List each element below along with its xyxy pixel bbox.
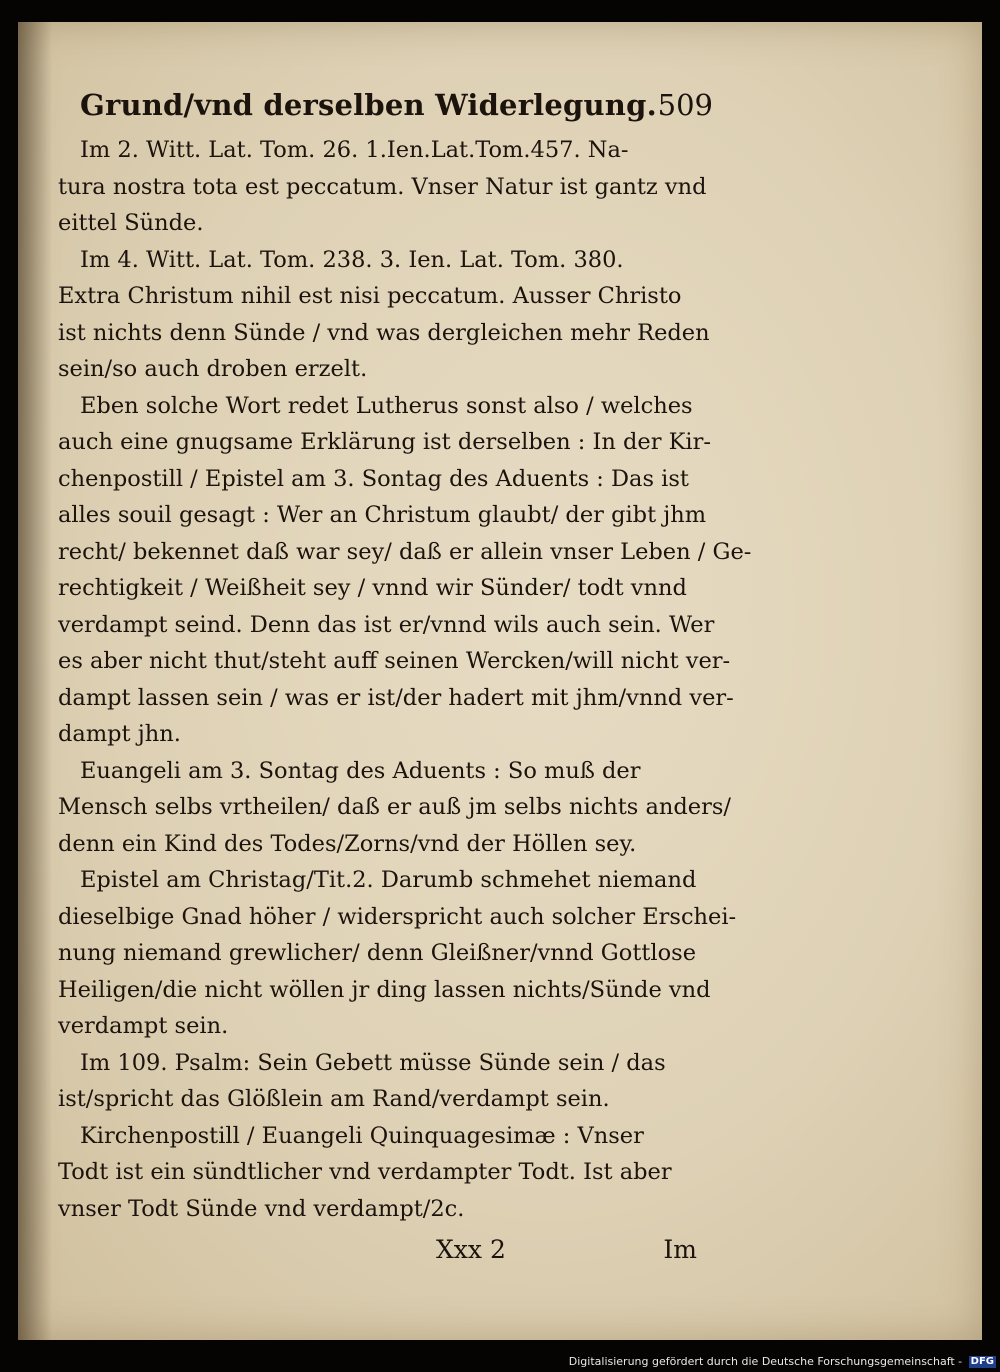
text-line: Im 109. Psalm: Sein Gebett müsse Sünde sein / das	[80, 1049, 666, 1076]
text-line: ist nichts denn Sünde / vnd was dergleichen mehr Reden	[58, 319, 710, 346]
text-line: Mensch selbs vrtheilen/ daß er auß jm selbs nichts anders/	[58, 794, 732, 820]
text-block	[58, 82, 752, 1275]
text-line: Extra Christum nihil est nisi peccatum. Ausser Christo	[58, 283, 682, 309]
text-line: alles souil gesagt : Wer an Christum glaubt/ der gibt jhm	[58, 502, 707, 528]
text-line: recht/ bekennet daß war sey/ daß er allein vnser Leben / Ge-	[58, 538, 752, 565]
text-line: vnser Todt Sünde vnd verdampt/2c.	[58, 1195, 465, 1222]
text-line: chenpostill / Epistel am 3. Sontag des Aduents : Das ist	[58, 465, 689, 492]
credit-text: Digitalisierung gefördert durch die Deutsche Forschungsgemeinschaft -	[568, 1355, 963, 1368]
text-line: Eben solche Wort redet Lutherus sonst also / welches	[80, 392, 693, 419]
text-line: ist/spricht das Glößlein am Rand/verdampt sein.	[58, 1086, 610, 1112]
page-title: Grund/vnd derselben Widerlegung.	[80, 88, 657, 122]
text-line: Kirchenpostill / Euangeli Quinquagesimæ : Vnser	[80, 1122, 644, 1149]
text-line: tura nostra tota est peccatum. Vnser Natur ist gantz vnd	[58, 173, 707, 200]
text-line: dampt jhn.	[58, 721, 181, 747]
text-line: Im 2. Witt. Lat. Tom. 26. 1.Ien.Lat.Tom.457. Na-	[80, 137, 629, 163]
signature-mark: Xxx 2	[436, 1235, 506, 1264]
text-line: Epistel am Christag/Tit.2. Darumb schmehet niemand	[80, 867, 697, 893]
text-line: verdampt sein.	[58, 1013, 229, 1039]
text-line: Heiligen/die nicht wöllen jr ding lassen nichts/Sünde vnd	[58, 976, 711, 1003]
running-head	[58, 82, 713, 130]
text-line: dampt lassen sein / was er ist/der hadert mit jhm/vnnd ver-	[58, 684, 734, 711]
text-line: eittel Sünde.	[58, 210, 204, 236]
text-line: verdampt seind. Denn das ist er/vnnd wils auch sein. Wer	[58, 611, 715, 638]
scanned-page	[18, 22, 982, 1340]
gutter-shadow	[18, 22, 52, 1340]
text-line: rechtigkeit / Weißheit sey / vnnd wir Sünder/ todt vnnd	[58, 575, 687, 601]
page-number: 509	[657, 88, 713, 122]
catchword: Im	[663, 1235, 697, 1264]
text-line: nung niemand grewlicher/ denn Gleißner/vnnd Gottlose	[58, 940, 697, 966]
text-line: auch eine gnugsame Erklärung ist derselben : In der Kir-	[58, 429, 711, 455]
text-line: Todt ist ein sündtlicher vnd verdampter Todt. Ist aber	[58, 1159, 672, 1185]
dfg-logo: DFG	[970, 1356, 994, 1367]
text-line: Euangeli am 3. Sontag des Aduents : So muß der	[80, 757, 641, 784]
text-line: dieselbige Gnad höher / widerspricht auch solcher Erschei-	[58, 903, 737, 930]
text-line: Im 4. Witt. Lat. Tom. 238. 3. Ien. Lat. Tom. 380.	[80, 246, 624, 273]
text-line: denn ein Kind des Todes/Zorns/vnd der Höllen sey.	[58, 830, 637, 857]
funding-credit	[569, 1355, 996, 1368]
text-line: sein/so auch droben erzelt.	[58, 356, 368, 382]
text-line: es aber nicht thut/steht auff seinen Wercken/will nicht ver-	[58, 648, 731, 674]
page-footer	[58, 1231, 703, 1275]
